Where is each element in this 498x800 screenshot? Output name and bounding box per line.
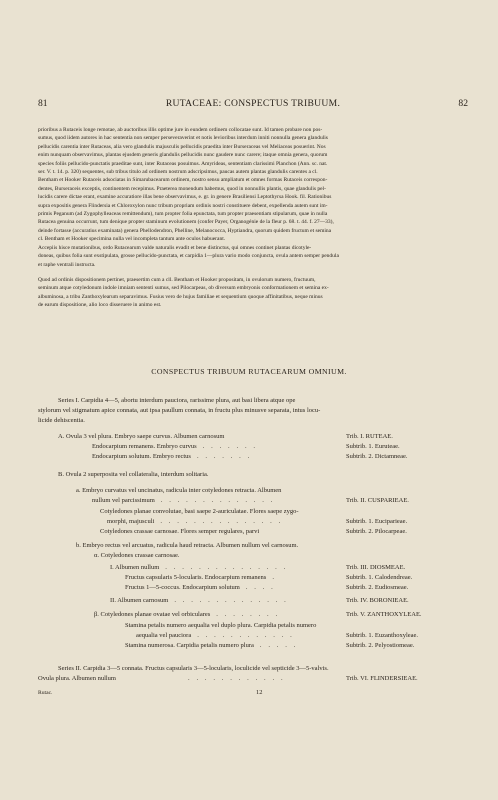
para1-line: sumus, quod iidem autores in hac sententia non semper perseveraverint et notis levioribus interdum inniti nonnulla genera glandulis bbox=[38, 135, 328, 142]
conspectus-title: CONSPECTUS TRIBUUM RUTACEARUM OMNIUM. bbox=[151, 367, 347, 376]
leader-dots: . . . . . . . . . . . . . . . bbox=[165, 564, 288, 571]
key-tribe: Trib. I. RUTEAE. bbox=[346, 433, 393, 440]
key-row bbox=[94, 551, 180, 560]
running-header bbox=[38, 98, 468, 112]
key-row bbox=[125, 573, 277, 582]
key-description: Fructus capsularis 5-locularis. Endocarpium remanens bbox=[125, 574, 267, 581]
key-description: Cotyledones planae convolutae, basi saepe 2-auriculatae. Flores saepe zygo- bbox=[100, 508, 299, 515]
key-description: a. Embryo curvatus vel uncinatus, radicula inter cotyledones retracta. Albumen bbox=[76, 487, 282, 494]
key-tribe: Subtrib. 1. Euzanthoxyleae. bbox=[346, 632, 419, 639]
key-description: Fructus 1—5-coccus. Endocarpium solutum bbox=[125, 584, 240, 591]
page-number-left: 81 bbox=[38, 98, 48, 109]
key-tribe: Trib. III. DIOSMEAE. bbox=[346, 564, 406, 571]
para1-line: species foliis pellucido-punctatis praeditae sunt, inter Rutaceas posuimus. Amyrideas, sententiam clarissimi Planchon (Ann. sc. nat. bbox=[38, 160, 328, 167]
para2-line: Accepiis hisce mutationibus, ordo Rutacearum valde naturalis evadit et bene distinctus, qui omnes continet plantas dicotyle- bbox=[38, 245, 312, 251]
key-tribe: Subtrib. 1. Euciparieae. bbox=[346, 518, 408, 525]
key-row bbox=[94, 610, 280, 619]
signature-mark: Rutac. bbox=[38, 690, 53, 696]
key-row bbox=[58, 470, 209, 479]
page-number-right: 82 bbox=[458, 98, 468, 109]
para1-line: dentes, Burseraceis exceptis, continentem recepimus. Praeterea monendum habemus, quod in nonnullis plantis, quae glandulis pel- bbox=[38, 185, 326, 192]
gathering-number: 12 bbox=[256, 689, 263, 696]
series-1-line-3: licide dehiscentia. bbox=[38, 417, 85, 424]
key-description: morphi, majusculi bbox=[107, 518, 155, 525]
series-2-line-2 bbox=[38, 674, 286, 683]
key-description: Cotyledones crassae carnosae. Flores semper regulares, parvi bbox=[100, 528, 260, 535]
leader-dots: . . . . . . . . bbox=[216, 611, 280, 618]
key-row bbox=[92, 442, 258, 451]
key-description: nullum vel parcissimum bbox=[92, 497, 155, 504]
leader-dots: . . . . bbox=[245, 584, 276, 591]
series-1-line-1: Series I. Carpidia 4—5, abortu interdum pauciora, rarissime plura, aut basi libera atque ope bbox=[58, 397, 296, 404]
leader-dots: . . . . . . . . . . . . . . . bbox=[160, 518, 283, 525]
para1-line: supra expositis genera Flindersia et Chloroxylon nunc tribum propriam ordinis nostri constituere debent, expellenda autem sunt im- bbox=[38, 202, 328, 209]
key-tribe: Subtrib. 1. Calodendreae. bbox=[346, 574, 413, 581]
key-description: β. Cotyledones planae ovatae vel orbiculares bbox=[94, 611, 211, 618]
para1-line: deinde fortasse (accuratius examinata) genera Phellodendron, Phelline, Melanococca, Hyptiandra, quorum quidem fructum et semina bbox=[38, 227, 332, 234]
key-description: Endocarpium remanens. Embryo curvus bbox=[92, 443, 197, 450]
key-description: aequalia vel pauciora bbox=[136, 632, 192, 639]
key-description: II. Albumen carnosum bbox=[110, 597, 169, 604]
para1-line: ser. V. t. 14. p. 320) sequentes, sub tribus titulo ad ordinem nostrum adscripsimus, paucas autem plantas glandulis carentes a cl. bbox=[38, 169, 318, 176]
leader-dots: . bbox=[272, 574, 277, 581]
key-tribe: Subtrib. 2. Dictamneae. bbox=[346, 453, 408, 460]
para1-line: prioribus a Rutaceis longe remotae, ab auctoribus illis optime jure in eundem ordinem collocatae sunt. Id tamen probare non pos- bbox=[38, 127, 323, 133]
key-row bbox=[136, 631, 294, 640]
key-row bbox=[125, 641, 298, 650]
para3-line: de earum dispositione, alio loco disseruere in animo est. bbox=[38, 302, 162, 309]
key-description: Stamina numerosa. Carpidia petalis numero plura bbox=[125, 642, 254, 649]
leader-dots: . . . . . bbox=[259, 642, 298, 649]
key-row bbox=[110, 596, 288, 605]
leader-dots: . . . . . . . . . . . . bbox=[197, 632, 295, 639]
paragraph-intro bbox=[38, 126, 468, 244]
leader-dots: . . . . . . . . . . . . . . bbox=[160, 497, 275, 504]
key-row bbox=[92, 496, 275, 505]
key-row bbox=[107, 517, 283, 526]
leader-dots: . . . . . . . . . . . . . . bbox=[174, 597, 289, 604]
series-1-line-2: stylorum vel stigmatum apice connata, aut ipsa paullum connata, in fructu plus minusve separata, intus locu- bbox=[38, 407, 321, 414]
para1-line: primis Peganum (ad Zygophylleaceas remittendum), tum propter folia epunctata, tum propter praesentiam stipularum, quae in nulla bbox=[38, 211, 328, 218]
leader-dots: . . . . . . . bbox=[196, 453, 252, 460]
paragraph-dispositio bbox=[38, 276, 468, 310]
key-row bbox=[125, 621, 316, 630]
key-description: b. Embryo rectus vel arcuatus, radicula haud retracta. Albumen nullum vel carnosum. bbox=[76, 542, 299, 549]
key-description: B. Ovula 2 superposita vel collateralia, interdum solitaria. bbox=[58, 471, 209, 478]
key-row bbox=[58, 432, 224, 441]
leader-dots: . . . . . . . bbox=[202, 443, 258, 450]
key-row bbox=[92, 452, 252, 461]
key-description: I. Albumen nullum bbox=[110, 564, 160, 571]
para3-line: albuminosa, a tribu Zanthoxylearum separavimus. Fusius vero de hujus familiae et sequentium quoque affinitatibus, neque minus bbox=[38, 293, 323, 300]
para1-line: lucidis carere dictae erant, examine accuratiore illas bene observavimus, e. gr. in genere Brasiliensi Leptothyrsa Hook. fil. Rationibus bbox=[38, 194, 332, 201]
key-description: Endocarpium solutum. Embryo rectus bbox=[92, 453, 191, 460]
key-row bbox=[100, 527, 259, 536]
key-description: α. Cotyledones crassae carnosae. bbox=[94, 552, 180, 559]
key-row bbox=[100, 507, 299, 516]
key-tribe: Trib. V. ZANTHOXYLEAE. bbox=[346, 611, 422, 618]
paragraph-ordo bbox=[38, 244, 468, 269]
key-tribe: Subtrib. 2. Pilocarpeae. bbox=[346, 528, 407, 535]
key-description: Stamina petalis numero aequalia vel duplo plura. Carpidia petalis numero bbox=[125, 622, 317, 629]
key-tribe: Subtrib. 1. Euruteae. bbox=[346, 443, 400, 450]
key-tribe: Trib. IV. BORONIEAE. bbox=[346, 597, 409, 604]
key-row bbox=[125, 583, 275, 592]
key-row bbox=[110, 563, 288, 572]
para1-line: enim nunquam observavimus, plantas ejusdem generis glandulis pellucidis nunc gaudere nunc carere; itaque omnia genera, quorum bbox=[38, 152, 328, 159]
para1-line: cl. Bentham et Hooker specimina nulla vel incompleta tantum ante oculos habuerant. bbox=[38, 236, 226, 243]
para2-line: doneas, quibus folia sunt exstipulata, grosse pellucido-punctata, et carpidia 1—plura vario modo conjuncta, ovula antem semper pendula bbox=[38, 253, 339, 260]
para1-line: Rutacea genuina occurrunt, tum denique propter staminum evolutionem (confer Payer, Organogénie de la fleur p. 68. t. 44. f. 27—33), bbox=[38, 219, 334, 226]
key-tribe: Subtrib. 2. Eudiosmeae. bbox=[346, 584, 409, 591]
leader-dots: . . . . . . . . . . . . bbox=[188, 675, 286, 682]
series-2-line-1: Series II. Carpidia 3—5 connata. Fructus capsularis 3—5-locularis, loculicide vel septicide 3—5-valvis. bbox=[58, 665, 329, 672]
key-description: A. Ovula 3 vel plura. Embryo saepe curvus. Albumen carnosum bbox=[58, 433, 225, 440]
key-tribe: Trib. II. CUSPARIEAE. bbox=[346, 497, 409, 504]
para3-line: seminum atque cotyledonum indole imniam sententi sumus, sed Pilocarpeas, ob diversum embryonis conformationem et semina ex- bbox=[38, 285, 329, 292]
key-row bbox=[76, 541, 298, 550]
para1-line: Bentham et Hooker Rutaceis adsociatas in Simarubacearum ordinem, nostro sensu ampliatum et omnes formas Rutaceis correspon- bbox=[38, 177, 328, 184]
running-title: RUTACEAE: CONSPECTUS TRIBUUM. bbox=[165, 98, 341, 109]
key-row bbox=[76, 486, 281, 495]
para2-line: et raphe ventrali instructa. bbox=[38, 261, 96, 268]
series-2-left: Ovula plura. Albumen nullum bbox=[38, 675, 116, 682]
para3-line: Quod ad ordinis dispositionem pertinet, praesertim cum a cll. Bentham et Hooker propositam, in ovulorum numero, fructuum, bbox=[38, 277, 316, 283]
series-2-tribe: Trib. VI. FLINDERSIEAE. bbox=[346, 675, 418, 682]
key-tribe: Subtrib. 2. Pelyostiomeae. bbox=[346, 642, 415, 649]
para1-line: pellucidis carentia inter Rutaceas, alia vero glandulis majusculis pellucidis praedita inter Burseraceas vel Meliaceas posuerint. Nos bbox=[38, 143, 326, 150]
